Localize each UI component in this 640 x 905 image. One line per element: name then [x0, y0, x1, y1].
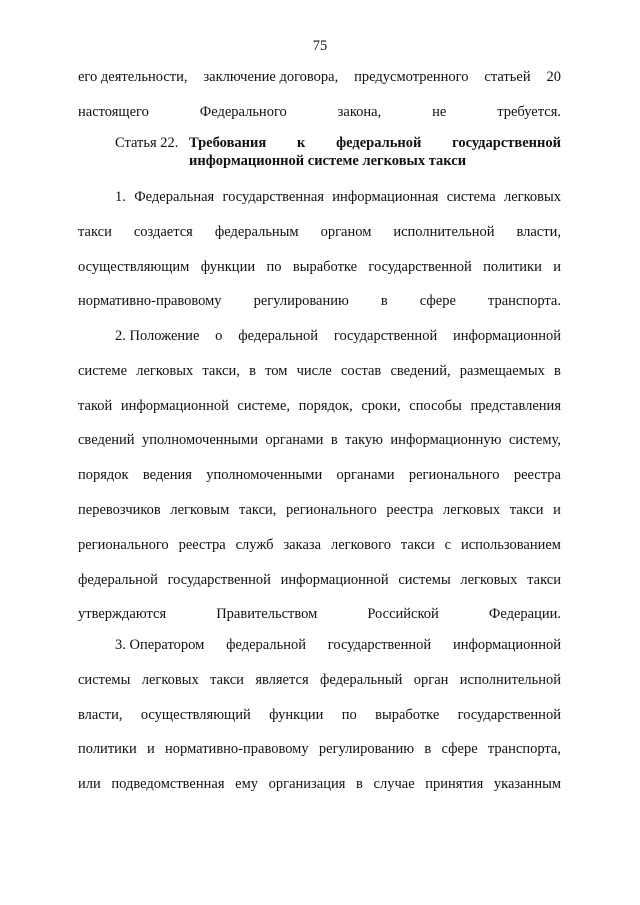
paragraph-2-line [78, 319, 561, 354]
word: систему, [508, 432, 561, 449]
word: регионального [78, 536, 169, 553]
word: легковым [170, 501, 230, 518]
word: предусмотренного [354, 69, 469, 85]
word: система [446, 189, 496, 205]
word: системе [78, 362, 128, 379]
word: такой [78, 397, 113, 414]
word: легковых [136, 362, 194, 379]
word: осуществляющий [140, 706, 251, 723]
word: органами [336, 467, 395, 484]
title-word: к [296, 135, 306, 151]
word: выработке [292, 258, 358, 275]
article-heading [115, 134, 561, 170]
word: государственной [167, 571, 271, 588]
word: сроки, [361, 397, 401, 414]
word: порядок, [298, 397, 353, 414]
word: такси [210, 671, 244, 688]
word: государственной [368, 258, 472, 275]
word: Федеральная [134, 189, 215, 205]
word: такси [78, 223, 112, 240]
word: и [553, 258, 561, 275]
paragraph-1 [78, 180, 561, 319]
page-number: 75 [312, 38, 328, 54]
word: информационной [280, 571, 389, 588]
word: заключение договора, [203, 69, 339, 85]
word: в [249, 362, 256, 379]
intro-line [78, 60, 561, 95]
intro-line: настоящего Федерального закона, не требуется. [78, 103, 561, 120]
word: ведения [142, 467, 192, 484]
paragraph-1-line: нормативно-правовому регулированию в сфере транспорта. [78, 293, 561, 310]
word: легкового [330, 536, 391, 553]
word: его деятельности, [78, 69, 188, 85]
word: в [424, 741, 432, 758]
word: транспорта, [487, 741, 561, 758]
word: регионального [286, 501, 377, 518]
word: регионального [408, 467, 500, 484]
word: реестра [513, 467, 561, 484]
word: размещаемых [459, 362, 545, 379]
word: органами [265, 432, 324, 449]
paragraph-3-line [78, 663, 561, 698]
word: политики [78, 741, 137, 758]
paragraph-2-line [78, 493, 561, 528]
word: государственной [327, 637, 432, 653]
word: федеральным [214, 223, 299, 240]
word: том [265, 362, 288, 379]
word: осуществляющим [78, 258, 190, 275]
paragraph-2-line [78, 458, 561, 493]
word: с [444, 536, 452, 553]
paragraph-2-line [78, 423, 561, 458]
word: такую [345, 432, 383, 449]
word: реестра [386, 501, 434, 518]
word: власти, [78, 706, 123, 723]
word: государственной [457, 706, 561, 723]
word: системы [78, 671, 131, 688]
word: 20 [546, 69, 561, 85]
word: о [215, 328, 223, 344]
word: представления [470, 397, 561, 414]
paragraph-3 [78, 628, 561, 802]
word: 1. [115, 189, 126, 205]
word: государственная [222, 189, 324, 205]
word: способы [409, 397, 462, 414]
paragraph-3-line [78, 628, 561, 663]
word: по [341, 706, 357, 723]
article-title-line-1 [189, 134, 561, 152]
paragraph-2 [78, 319, 561, 632]
word: государственной [333, 328, 438, 344]
article-title-line-2: информационной системе легковых такси [189, 153, 467, 169]
article-label: Статья 22. [115, 135, 179, 151]
word: легковых [141, 671, 199, 688]
title-word: федеральной [336, 135, 422, 151]
word: такси [509, 501, 544, 518]
paragraph-2-line [78, 389, 561, 424]
word: легковых [503, 189, 561, 205]
word: 3. Оператором [115, 637, 205, 653]
word: перевозчиков [78, 501, 161, 518]
word: легковых [460, 571, 518, 588]
word: выработке [375, 706, 440, 723]
word: системы [398, 571, 451, 588]
word: такси, [238, 501, 277, 518]
paragraph-1-line [78, 180, 561, 215]
word: функции [269, 706, 324, 723]
word: сведений, [390, 362, 451, 379]
intro-text [78, 60, 561, 130]
paragraph-1-line [78, 215, 561, 250]
word: уполномоченными [141, 432, 258, 449]
word: информационной [120, 397, 229, 414]
word: информационной [452, 328, 561, 344]
word: такси [527, 571, 561, 588]
word: числе [296, 362, 332, 379]
paragraph-1-line [78, 250, 561, 285]
word: федеральной [238, 328, 319, 344]
word: использованием [460, 536, 561, 553]
word: такси, [202, 362, 240, 379]
word: состав [340, 362, 382, 379]
paragraph-2-line [78, 354, 561, 389]
word: является [255, 671, 309, 688]
word: сфере [441, 741, 478, 758]
word: федеральной [78, 571, 158, 588]
word: создается [133, 223, 193, 240]
word: и [553, 501, 561, 518]
word: служб [235, 536, 274, 553]
word: уполномоченными [206, 467, 323, 484]
word: функции [200, 258, 256, 275]
word: органом [320, 223, 372, 240]
word: заказа [283, 536, 322, 553]
word: власти, [516, 223, 561, 240]
paragraph-2-line [78, 563, 561, 598]
title-word: Требования [189, 135, 267, 151]
word: 2. Положение [115, 328, 200, 344]
word: орган [413, 671, 449, 688]
word: информационную [390, 432, 502, 449]
word: исполнительной [393, 223, 495, 240]
word: порядок [78, 467, 129, 484]
word: информационная [332, 189, 439, 205]
word: такси [400, 536, 435, 553]
word: политики [483, 258, 542, 275]
title-word: государственной [452, 135, 561, 151]
word: информационной [452, 637, 561, 653]
word: федеральной [226, 637, 306, 653]
word: системе, [237, 397, 291, 414]
word: в [330, 432, 338, 449]
paragraph-3-line: или подведомственная ему организация в случае принятия указанным [78, 776, 561, 793]
word: по [266, 258, 282, 275]
word: сведений [78, 432, 135, 449]
paragraph-2-line: утверждаются Правительством Российской Федерации. [78, 606, 561, 623]
word: реестра [178, 536, 226, 553]
paragraph-2-line [78, 528, 561, 563]
word: легковых [443, 501, 501, 518]
word: нормативно-правовому [165, 741, 309, 758]
paragraph-3-line [78, 698, 561, 733]
word: исполнительной [459, 671, 561, 688]
word: в [554, 362, 561, 379]
word: федеральный [320, 671, 403, 688]
paragraph-3-line [78, 732, 561, 767]
word: и [147, 741, 155, 758]
word: регулированию [318, 741, 415, 758]
word: статьей [484, 69, 531, 85]
